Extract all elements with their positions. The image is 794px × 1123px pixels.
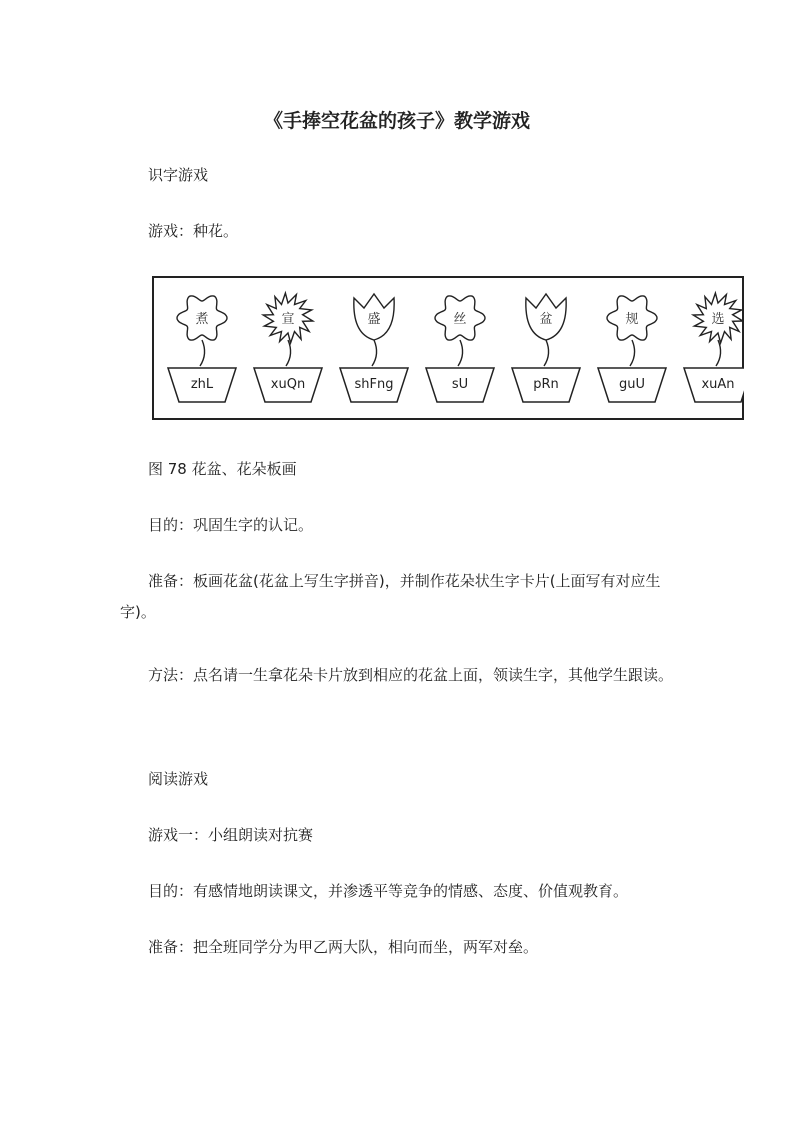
pot-pinyin: pRn <box>533 377 559 392</box>
flower-4 <box>426 296 494 402</box>
flower-stem <box>716 340 721 366</box>
flower-1 <box>168 296 236 402</box>
flower-char: 丝 <box>453 312 467 327</box>
flower-5 <box>512 294 580 402</box>
flower-stem <box>458 340 463 366</box>
flower-char: 宣 <box>281 312 295 327</box>
game-name: 游戏：种花。 <box>148 222 239 240</box>
section-heading-literacy: 识字游戏 <box>148 166 209 184</box>
purpose-reading: 目的：有感情地朗读课文，并渗透平等竞争的情感、态度、价值观教育。 <box>148 882 629 900</box>
flower-stem <box>630 340 635 366</box>
purpose-literacy: 目的：巩固生字的认记。 <box>148 516 314 534</box>
flower-char: 盛 <box>367 312 381 327</box>
flower-char: 盆 <box>539 312 553 327</box>
flower-char: 规 <box>625 312 639 327</box>
pot-pinyin: sU <box>451 377 469 392</box>
page-title: 《手捧空花盆的孩子》教学游戏 <box>263 110 530 132</box>
flower-3 <box>340 294 408 402</box>
figure-caption: 图 78 花盆、花朵板画 <box>148 460 297 478</box>
preparation-reading: 准备：把全班同学分为甲乙两大队，相向而坐，两军对垒。 <box>148 938 539 956</box>
flower-stem <box>372 340 377 366</box>
pot-pinyin: xuQn <box>270 377 306 392</box>
section-heading-reading: 阅读游戏 <box>148 770 209 788</box>
method-literacy: 方法：点名请一生拿花朵卡片放到相应的花盆上面，领读生字，其他学生跟读。 <box>148 666 674 684</box>
flower-char: 煮 <box>195 312 209 327</box>
pot-pinyin: shFng <box>354 377 394 392</box>
pot-pinyin: zhL <box>190 377 214 392</box>
game-reading: 游戏一：小组朗读对抗赛 <box>148 826 314 844</box>
flower-stem <box>200 340 205 366</box>
flower-char: 选 <box>711 312 725 327</box>
flower-7 <box>684 293 744 402</box>
preparation-literacy: 准备：板画花盆(花盆上写生字拼音)，并制作花朵状生字卡片(上面写有对应生字)。 <box>120 572 661 621</box>
flower-pot-board <box>152 276 744 420</box>
flower-2 <box>254 293 322 402</box>
flower-6 <box>598 296 666 402</box>
pot-pinyin: xuAn <box>701 377 735 392</box>
pot-pinyin: guU <box>618 377 646 392</box>
flower-stem <box>544 340 549 366</box>
flower-pot-figure <box>152 276 744 420</box>
flower-stem <box>286 340 291 366</box>
